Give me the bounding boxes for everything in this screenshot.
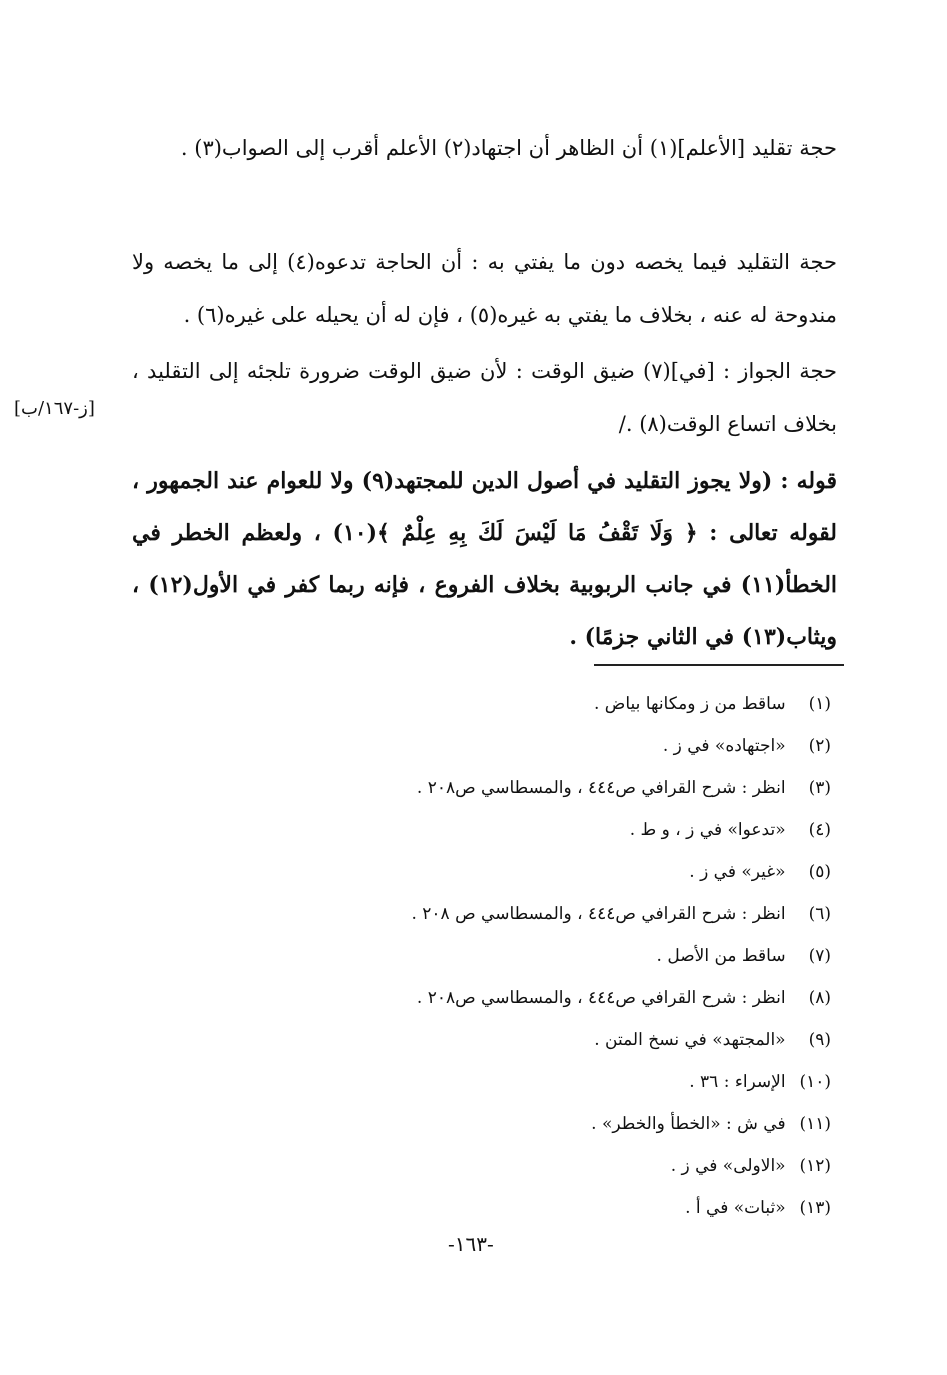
page-number: -١٦٣-	[448, 1232, 494, 1256]
footnote-item	[311, 1103, 831, 1145]
footnote-text: «اجتهاده» في ز .	[662, 736, 786, 756]
footnote-text: انظر : شرح القرافي ص٤٤٤ ، والمسطاسي ص ٢٠٨ .	[411, 904, 786, 924]
footnote-item	[311, 1061, 831, 1103]
footnote-number: (٤)	[808, 820, 831, 840]
footnote-number: (١٣)	[799, 1198, 831, 1218]
paragraph-argument-most-learned: حجة تقليد [الأعلم](١) أن الظاهر أن اجتهاد(٢) الأعلم أقرب إلى الصواب(٣) .	[180, 136, 837, 160]
footnote-item	[311, 1145, 831, 1187]
footnote-text: «الاولى» في ز .	[670, 1156, 786, 1176]
footnote-text: «غير» في ز .	[689, 862, 786, 882]
footnote-item	[311, 683, 831, 725]
footnote-number: (١١)	[799, 1114, 831, 1134]
paragraph-argument-narrow-time: حجة الجواز : [في](٧) ضيق الوقت : لأن ضيق الوقت ضرورة تلجئه إلى التقليد ، بخلاف اتساع الوقت(٨) ./	[132, 359, 837, 436]
footnote-item	[311, 1019, 831, 1061]
footnote-text: انظر : شرح القرافي ص٤٤٤ ، والمسطاسي ص٢٠٨ .	[416, 778, 786, 798]
footnote-item	[311, 809, 831, 851]
footnote-item	[311, 1187, 831, 1229]
footnote-number: (٨)	[808, 988, 831, 1008]
footnote-text: «ثبات» في أ .	[685, 1198, 786, 1218]
footnote-text: انظر : شرح القرافي ص٤٤٤ ، والمسطاسي ص٢٠٨ .	[416, 988, 786, 1008]
footnote-number: (٩)	[808, 1030, 831, 1050]
footnote-item	[311, 893, 831, 935]
footnote-text: «المجتهد» في نسخ المتن .	[594, 1030, 786, 1050]
footnote-number: (٥)	[808, 862, 831, 882]
paragraph-main-text-quote: قوله : (ولا يجوز التقليد في أصول الدين للمجتهد(٩) ولا للعوام عند الجمهور ، لقوله تعالى : ﴿ وَلَا تَقْفُ مَا لَيْسَ لَكَ بِهِ عِلْمٌ ﴾(١٠) ، ولعظم الخطر في الخطأ(١١) في جانب الربوبية بخلاف الفروع ، فإنه ربما كفر في الأول(١٢) ، ويثاب(١٣) في الثاني جزمًا) .	[132, 468, 838, 650]
manuscript-folio-reference: [ز-١٦٧/ب]	[14, 398, 95, 419]
footnote-text: في ش : «الخطأ والخطر» .	[591, 1114, 786, 1134]
footnote-item	[311, 935, 831, 977]
footnote-item	[311, 977, 831, 1019]
footnote-text: «تدعوا» في ز ، و ط .	[629, 820, 786, 840]
footnote-number: (١٢)	[799, 1156, 831, 1176]
footnote-item	[311, 767, 831, 809]
footnote-text: ساقط من الأصل .	[656, 946, 786, 966]
footnote-text: الإسراء : ٣٦ .	[689, 1072, 786, 1092]
footnote-separator	[594, 664, 844, 666]
paragraph-argument-own-matters: حجة التقليد فيما يخصه دون ما يفتي به : أن الحاجة تدعوه(٤) إلى ما يخصه ولا مندوحة له عنه ، بخلاف ما يفتي به غيره(٥) ، فإن له أن يحيله على غيره(٦) .	[132, 250, 838, 327]
footnotes-list	[311, 683, 831, 1229]
footnote-item	[311, 725, 831, 767]
footnote-number: (٢)	[808, 736, 831, 756]
footnote-number: (٦)	[808, 904, 831, 924]
footnote-text: ساقط من ز ومكانها بياض .	[594, 694, 786, 714]
footnote-item	[311, 851, 831, 893]
footnote-number: (٣)	[808, 778, 831, 798]
footnote-number: (١٠)	[799, 1072, 831, 1092]
footnote-number: (١)	[808, 694, 831, 714]
footnote-number: (٧)	[808, 946, 831, 966]
